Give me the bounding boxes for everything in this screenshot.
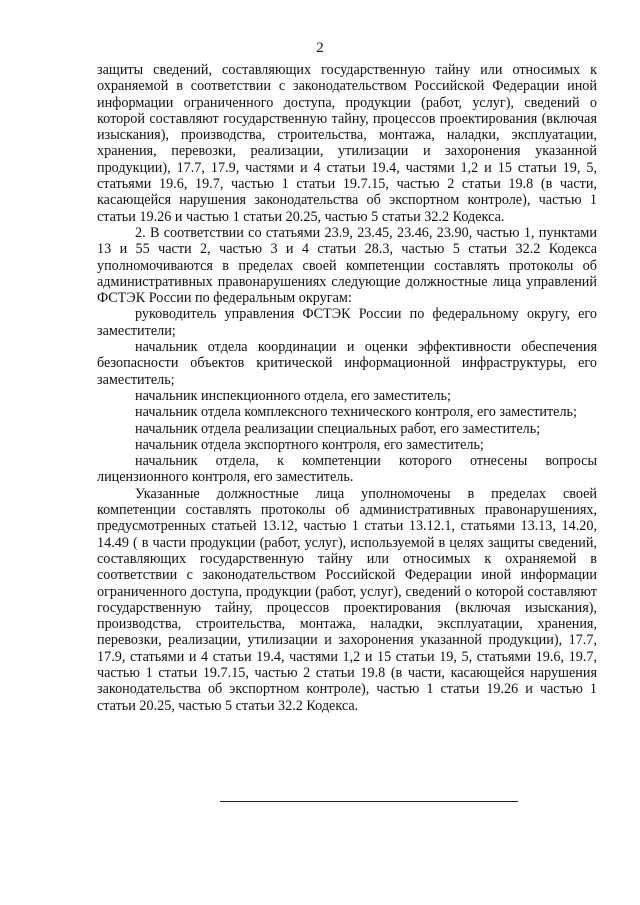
closing-rule (220, 801, 518, 802)
paragraph-continuation: защиты сведений, составляющих государственную тайну или относимых к охраняемой в соответствии с законодательством Российской Федерации иной информации ограниченного доступа, продукции (работ, услуг), сведений о которой составляют государственную тайну, процессов проектирования (включая изыскания), производства, строительства, монтажа, наладки, эксплуатации, хранения, перевозки, реализации, утилизации и захоронения указанной продукции), 17.7, 17.9, частями и 4 статьи 19.4, частями 1,2 и 15 статьи 19, 5, статьями 19.6, 19.7, частью 1 статьи 19.7.15, частью 2 статьи 19.8 (в части, касающейся нарушения законодательства об экспортном контроле), частью 1 статьи 19.26 и частью 1 статьи 20.25, частью 5 статьи 32.2 Кодекса. (97, 62, 597, 225)
list-item-inspection-dept: начальник инспекционного отдела, его заместитель; (135, 387, 451, 404)
document-body (97, 62, 597, 714)
list-item-complex-control-dept: начальник отдела комплексного технического контроля, его заместитель; (135, 404, 577, 421)
list-item-export-control-dept: начальник отдела экспортного контроля, его заместитель; (135, 436, 484, 453)
paragraph-authority: Указанные должностные лица уполномочены в пределах своей компетенции составлять протоколы об административных правонарушениях, предусмотренных статьей 13.12, частью 1 статьи 13.12.1, статьями 13.13, 14.20, 14.49 ( в части продукции (работ, услуг), используемой в целях защиты сведений, составляющих государственную тайну или относимых к охраняемой в соответствии с законодательством Российской Федерации иной информации ограниченного доступа, продукции (работ, услуг), сведений о которой составляют государственную тайну, процессов проектирования (включая изыскания), производства, строительства, монтажа, наладки, эксплуатации, хранения, перевозки, реализации, утилизации и захоронения указанной продукции), 17.7, 17.9, статьями и 4 статьи 19.4, частями 1,2 и 15 статьи 19, 5, статьями 19.6, 19.7, частью 1 статьи 19.7.15, частью 2 статьи 19.8 (в части, касающейся нарушения законодательства об экспортном контроле), частью 1 статьи 19.26 и частью 1 статьи 20.25, частью 5 статьи 32.2 Кодекса. (97, 485, 597, 714)
page-number: 2 (316, 40, 324, 56)
list-item-special-works-dept: начальник отдела реализации специальных работ, его заместитель; (135, 420, 541, 437)
list-item-licensing-dept: начальник отдела, к компетенции которого отнесены вопросы лицензионного контроля, его заместитель. (97, 453, 597, 486)
paragraph-section-2: 2. В соответствии со статьями 23.9, 23.45, 23.46, 23.90, частью 1, пунктами 13 и 55 части 2, частью 3 и 4 статьи 28.3, частью 5 статьи 32.2 Кодекса уполномочиваются в пределах своей компетенции составлять протоколы об административных правонарушениях следующие должностные лица управлений ФСТЭК России по федеральным округам: (97, 224, 597, 307)
list-item-cii-dept: начальник отдела координации и оценки эффективности обеспечения безопасности объектов критической информационной инфраструктуры, его заместитель; (97, 339, 597, 388)
list-item-head: руководитель управления ФСТЭК России по федеральному округу, его заместители; (97, 306, 597, 339)
